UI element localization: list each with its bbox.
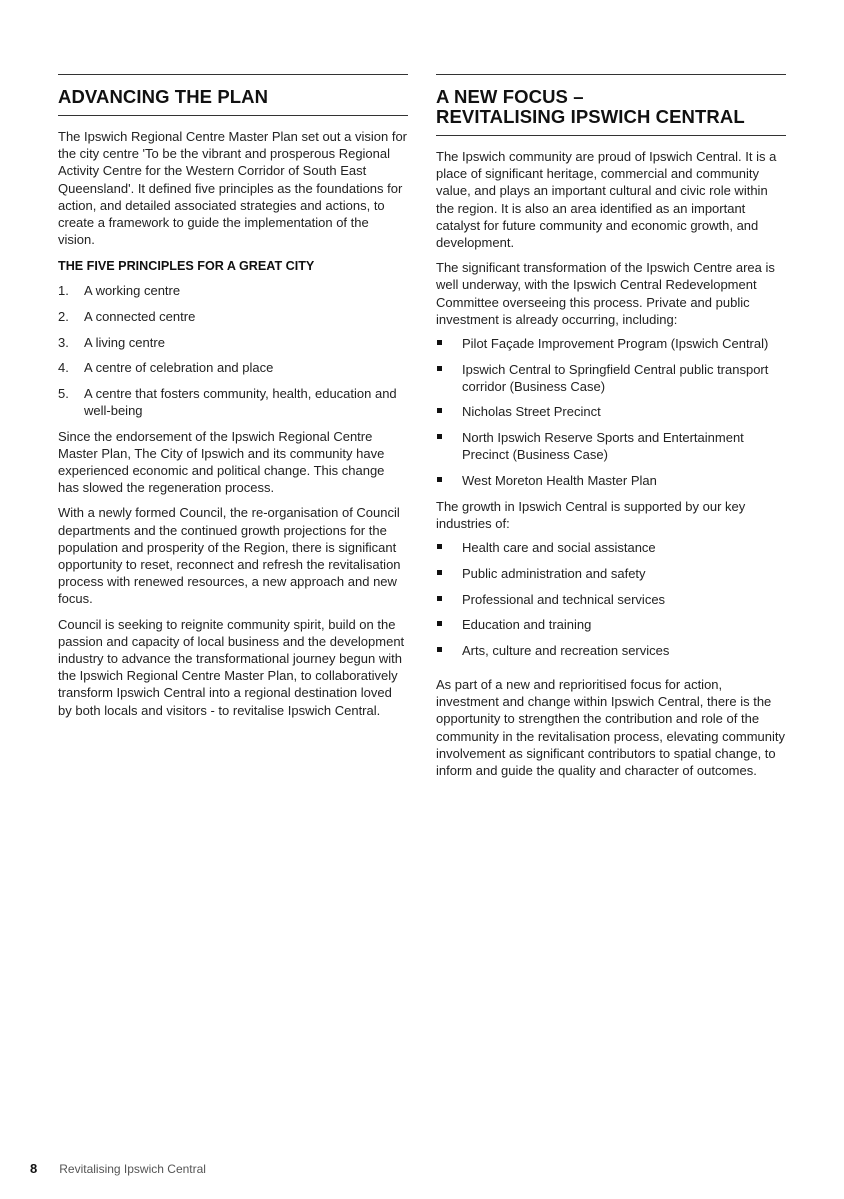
- bullet-icon: [437, 408, 442, 413]
- bullet-icon: [437, 366, 442, 371]
- list-item: [436, 642, 786, 659]
- list-item: [436, 591, 786, 608]
- list-text: West Moreton Health Master Plan: [462, 472, 657, 488]
- paragraph-reprioritised: As part of a new and reprioritised focus for action, investment and change within Ipswich Central, there is the opportunity to strengthen the contribution and role of the community in the revitalisation process, elevating community involvement as significant contributors to spatial change, to inform and guide the quality and character of outcomes.: [436, 677, 785, 779]
- list-text: A living centre: [84, 334, 165, 350]
- list-text: Ipswich Central to Springfield Central public transport corridor (Business Case): [462, 361, 769, 394]
- industries-list: [436, 539, 786, 659]
- list-number: 1.: [58, 283, 69, 299]
- list-number: 2.: [58, 309, 69, 325]
- investments-list: [436, 335, 786, 489]
- list-item: [436, 403, 786, 420]
- list-text: Education and training: [462, 617, 592, 633]
- principles-list: [58, 282, 408, 419]
- list-number: 3.: [58, 334, 69, 350]
- list-item: [58, 334, 408, 351]
- page-number: 8: [30, 1161, 38, 1176]
- principles-subheading: THE FIVE PRINCIPLES FOR A GREAT CITY: [58, 259, 315, 274]
- list-text: Health care and social assistance: [462, 540, 656, 556]
- bullet-icon: [437, 570, 442, 575]
- list-item: [436, 472, 786, 489]
- list-number: 4.: [58, 360, 69, 376]
- list-text: Public administration and safety: [462, 566, 646, 582]
- list-text: Professional and technical services: [462, 591, 666, 607]
- list-item: [436, 616, 786, 633]
- list-text: A centre that fosters community, health, education and well-being: [84, 385, 397, 418]
- list-item: [436, 429, 786, 463]
- page-footer: [30, 1161, 206, 1176]
- section-heading-new-focus: [436, 75, 786, 136]
- list-item: [436, 565, 786, 582]
- paragraph-growth: The growth in Ipswich Central is supported by our key industries of:: [436, 499, 746, 532]
- paragraph-transformation: The significant transformation of the Ipswich Centre area is well underway, with the Ipswich Central Redevelopment Committee overseeing this process. Private and public investment is already occurring, including:: [436, 260, 775, 327]
- right-column: [436, 74, 786, 779]
- list-item: [436, 539, 786, 556]
- paragraph-community-proud: The Ipswich community are proud of Ipswich Central. It is a place of significant heritage, commercial and community value, and plays an important cultural and civic role within the region. It is also an area identified as an important catalyst for future community and economic growth, and development.: [436, 149, 777, 251]
- list-text: Arts, culture and recreation services: [462, 642, 670, 658]
- paragraph-reignite: Council is seeking to reignite community spirit, build on the passion and capacity of local business and the development industry to advance the transformational journey begun with the Ipswich Regional Centre Master Plan, to collaboratively transform Ipswich Central into a regional destination loved by both locals and visitors - to revitalise Ipswich Central.: [58, 616, 405, 718]
- list-text: A connected centre: [84, 309, 196, 325]
- heading-line: REVITALISING IPSWICH CENTRAL: [436, 106, 745, 127]
- left-column: [58, 74, 408, 719]
- list-number: 5.: [58, 385, 69, 401]
- list-item: [58, 385, 408, 419]
- bullet-icon: [437, 340, 442, 345]
- list-item: [58, 359, 408, 376]
- list-item: [436, 361, 786, 395]
- paragraph-endorsement: Since the endorsement of the Ipswich Regional Centre Master Plan, The City of Ipswich and its community have experienced economic and political change. This change has slowed the regeneration process.: [58, 428, 385, 496]
- bullet-icon: [437, 544, 442, 549]
- list-item: [58, 282, 408, 299]
- footer-title: Revitalising Ipswich Central: [59, 1162, 206, 1176]
- bullet-icon: [437, 477, 442, 482]
- list-text: Nicholas Street Precinct: [462, 404, 601, 420]
- heading-text: ADVANCING THE PLAN: [58, 86, 269, 107]
- bullet-icon: [437, 434, 442, 439]
- list-text: North Ipswich Reserve Sports and Entertainment Precinct (Business Case): [462, 430, 744, 463]
- heading-line: A NEW FOCUS –: [436, 86, 584, 107]
- bullet-icon: [437, 621, 442, 626]
- list-text: Pilot Façade Improvement Program (Ipswich Central): [462, 336, 769, 352]
- list-text: A working centre: [84, 283, 181, 299]
- list-item: [436, 335, 786, 352]
- section-heading-advancing: [58, 75, 408, 116]
- list-text: A centre of celebration and place: [84, 360, 274, 376]
- intro-paragraph: The Ipswich Regional Centre Master Plan set out a vision for the city centre 'To be the vibrant and prosperous Regional Activity Centre for the Western Corridor of South East Queensland'. It defined five principles as the foundations for action, and detailed associated strategies and actions, to create a framework to guide the implementation of the vision.: [58, 129, 408, 248]
- bullet-icon: [437, 596, 442, 601]
- bullet-icon: [437, 647, 442, 652]
- paragraph-new-council: With a newly formed Council, the re-organisation of Council departments and the continued growth projections for the population and prosperity of the Region, there is significant opportunity to reset, reconnect and refresh the revitalisation process with renewed resources, a new approach and new focus.: [58, 505, 401, 607]
- list-item: [58, 308, 408, 325]
